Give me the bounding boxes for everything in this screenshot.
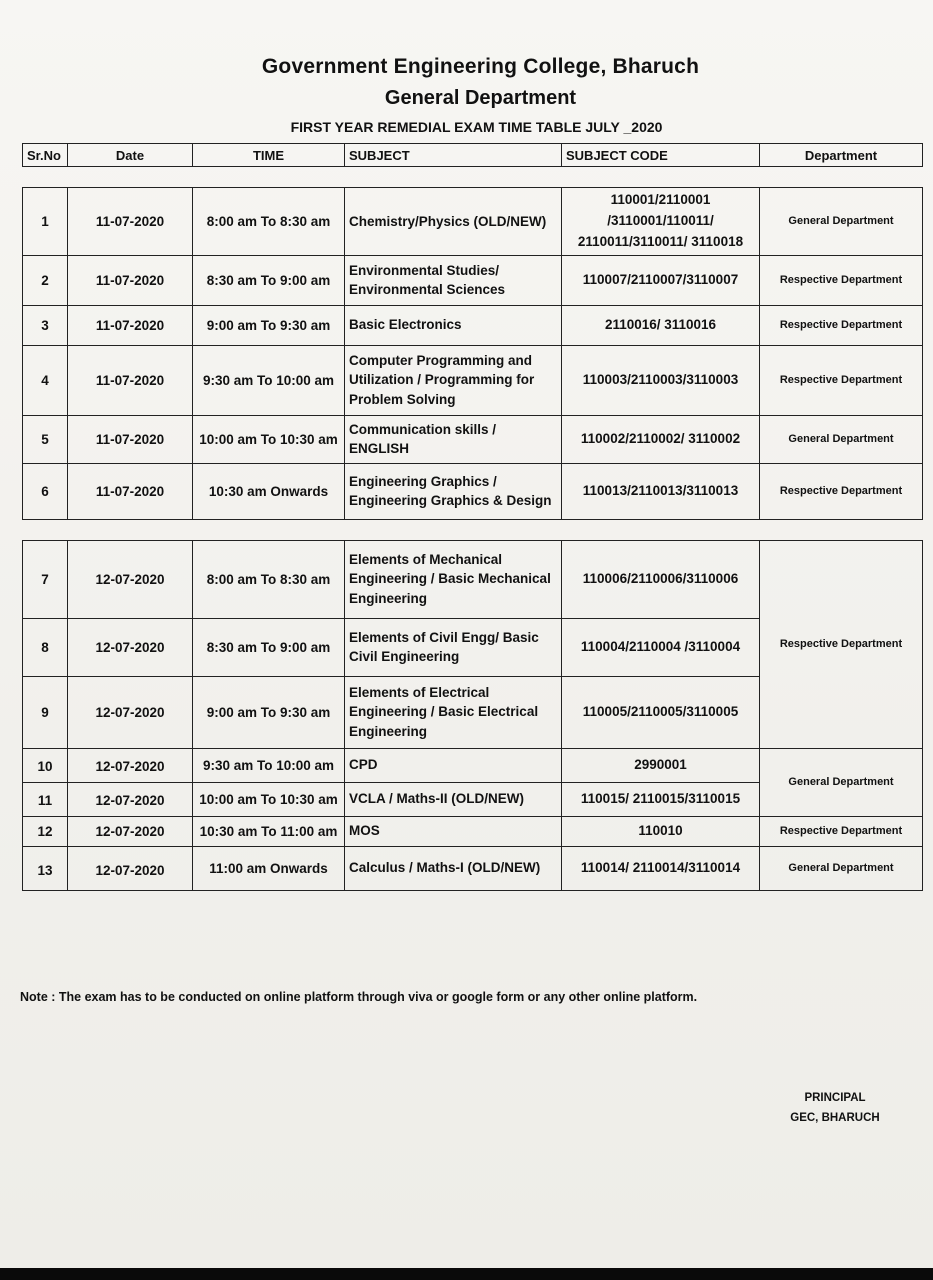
cell-date: 12-07-2020: [68, 618, 193, 676]
col-header-time: TIME: [193, 144, 345, 167]
timetable: [22, 143, 923, 891]
cell-subject-code: 110002/2110002/ 3110002: [562, 415, 760, 463]
cell-subject: Elements of Civil Engg/ Basic Civil Engineering: [345, 618, 562, 676]
cell-subject: VCLA / Maths-II (OLD/NEW): [345, 782, 562, 816]
table-row: [23, 748, 923, 782]
signature-title: PRINCIPAL: [804, 1092, 866, 1104]
cell-date: 12-07-2020: [68, 846, 193, 890]
cell-srno: 7: [23, 540, 68, 618]
cell-srno: 5: [23, 415, 68, 463]
spacer-row: [23, 167, 923, 188]
cell-subject-code: 110006/2110006/3110006: [562, 540, 760, 618]
cell-subject: Engineering Graphics / Engineering Graphics & Design: [345, 463, 562, 519]
cell-srno: 12: [23, 816, 68, 846]
cell-subject: Elements of Electrical Engineering / Basic Electrical Engineering: [345, 676, 562, 748]
cell-srno: 3: [23, 305, 68, 345]
cell-department: General Department: [760, 188, 923, 256]
cell-subject-code: 110013/2110013/3110013: [562, 463, 760, 519]
cell-time: 10:30 am Onwards: [193, 463, 345, 519]
cell-department: General Department: [760, 415, 923, 463]
cell-department-merged: Respective Department: [760, 540, 923, 748]
cell-time: 9:30 am To 10:00 am: [193, 345, 345, 415]
cell-srno: 9: [23, 676, 68, 748]
bottom-bar: [0, 1268, 933, 1280]
cell-subject-code: 110015/ 2110015/3110015: [562, 782, 760, 816]
cell-subject: Basic Electronics: [345, 305, 562, 345]
cell-date: 12-07-2020: [68, 816, 193, 846]
cell-department: Respective Department: [760, 345, 923, 415]
cell-time: 9:00 am To 9:30 am: [193, 676, 345, 748]
cell-time: 8:00 am To 8:30 am: [193, 540, 345, 618]
cell-subject-code: 110010: [562, 816, 760, 846]
cell-date: 11-07-2020: [68, 305, 193, 345]
cell-department: General Department: [760, 846, 923, 890]
signature-block: [760, 1088, 910, 1128]
cell-time: 8:00 am To 8:30 am: [193, 188, 345, 256]
cell-srno: 2: [23, 255, 68, 305]
cell-subject: Chemistry/Physics (OLD/NEW): [345, 188, 562, 256]
cell-date: 11-07-2020: [68, 463, 193, 519]
cell-srno: 6: [23, 463, 68, 519]
cell-date: 12-07-2020: [68, 748, 193, 782]
exam-title: FIRST YEAR REMEDIAL EXAM TIME TABLE JULY _2020: [290, 119, 663, 135]
cell-subject: Environmental Studies/ Environmental Sciences: [345, 255, 562, 305]
cell-department-merged: General Department: [760, 748, 923, 816]
cell-subject-code: 110003/2110003/3110003: [562, 345, 760, 415]
table-row: [23, 188, 923, 256]
cell-date: 12-07-2020: [68, 676, 193, 748]
table-row: [23, 305, 923, 345]
col-header-srno: Sr.No: [23, 144, 68, 167]
cell-date: 11-07-2020: [68, 415, 193, 463]
table-row: [23, 463, 923, 519]
cell-srno: 1: [23, 188, 68, 256]
cell-subject: Calculus / Maths-I (OLD/NEW): [345, 846, 562, 890]
cell-date: 11-07-2020: [68, 255, 193, 305]
cell-subject-code: 110007/2110007/3110007: [562, 255, 760, 305]
college-name: Government Engineering College, Bharuch: [261, 55, 700, 78]
cell-srno: 11: [23, 782, 68, 816]
cell-time: 10:30 am To 11:00 am: [193, 816, 345, 846]
cell-date: 11-07-2020: [68, 188, 193, 256]
department-name: General Department: [384, 87, 577, 109]
cell-srno: 4: [23, 345, 68, 415]
cell-subject-code: 110014/ 2110014/3110014: [562, 846, 760, 890]
cell-time: 10:00 am To 10:30 am: [193, 415, 345, 463]
cell-subject: Communication skills / ENGLISH: [345, 415, 562, 463]
cell-subject: Computer Programming and Utilization / Programming for Problem Solving: [345, 345, 562, 415]
header-row: [23, 144, 923, 167]
cell-srno: 8: [23, 618, 68, 676]
cell-date: 12-07-2020: [68, 540, 193, 618]
signature-org: GEC, BHARUCH: [790, 1112, 880, 1125]
cell-time: 8:30 am To 9:00 am: [193, 255, 345, 305]
cell-subject: MOS: [345, 816, 562, 846]
col-header-department: Department: [760, 144, 923, 167]
cell-subject: CPD: [345, 748, 562, 782]
table-row: [23, 816, 923, 846]
cell-srno: 10: [23, 748, 68, 782]
cell-subject: Elements of Mechanical Engineering / Basic Mechanical Engineering: [345, 540, 562, 618]
cell-time: 11:00 am Onwards: [193, 846, 345, 890]
cell-subject-code: 2990001: [562, 748, 760, 782]
cell-time: 9:00 am To 9:30 am: [193, 305, 345, 345]
cell-srno: 13: [23, 846, 68, 890]
cell-subject-code: 110001/2110001 /3110001/110011/ 2110011/3110011/ 3110018: [562, 188, 760, 256]
cell-date: 11-07-2020: [68, 345, 193, 415]
col-header-subject: SUBJECT: [345, 144, 562, 167]
table-row: [23, 540, 923, 618]
cell-time: 8:30 am To 9:00 am: [193, 618, 345, 676]
cell-department: Respective Department: [760, 305, 923, 345]
cell-time: 10:00 am To 10:30 am: [193, 782, 345, 816]
header: [0, 55, 933, 135]
cell-date: 12-07-2020: [68, 782, 193, 816]
table-row: [23, 415, 923, 463]
table-row: [23, 255, 923, 305]
col-header-subject-code: SUBJECT CODE: [562, 144, 760, 167]
cell-department: Respective Department: [760, 463, 923, 519]
note-text: Note : The exam has to be conducted on online platform through viva or google form or any other online platform.: [20, 990, 698, 1004]
cell-department: Respective Department: [760, 255, 923, 305]
cell-time: 9:30 am To 10:00 am: [193, 748, 345, 782]
col-header-date: Date: [68, 144, 193, 167]
table-row: [23, 345, 923, 415]
cell-subject-code: 110005/2110005/3110005: [562, 676, 760, 748]
cell-department: Respective Department: [760, 816, 923, 846]
table-row: [23, 846, 923, 890]
spacer-row: [23, 519, 923, 540]
cell-subject-code: 2110016/ 3110016: [562, 305, 760, 345]
cell-subject-code: 110004/2110004 /3110004: [562, 618, 760, 676]
